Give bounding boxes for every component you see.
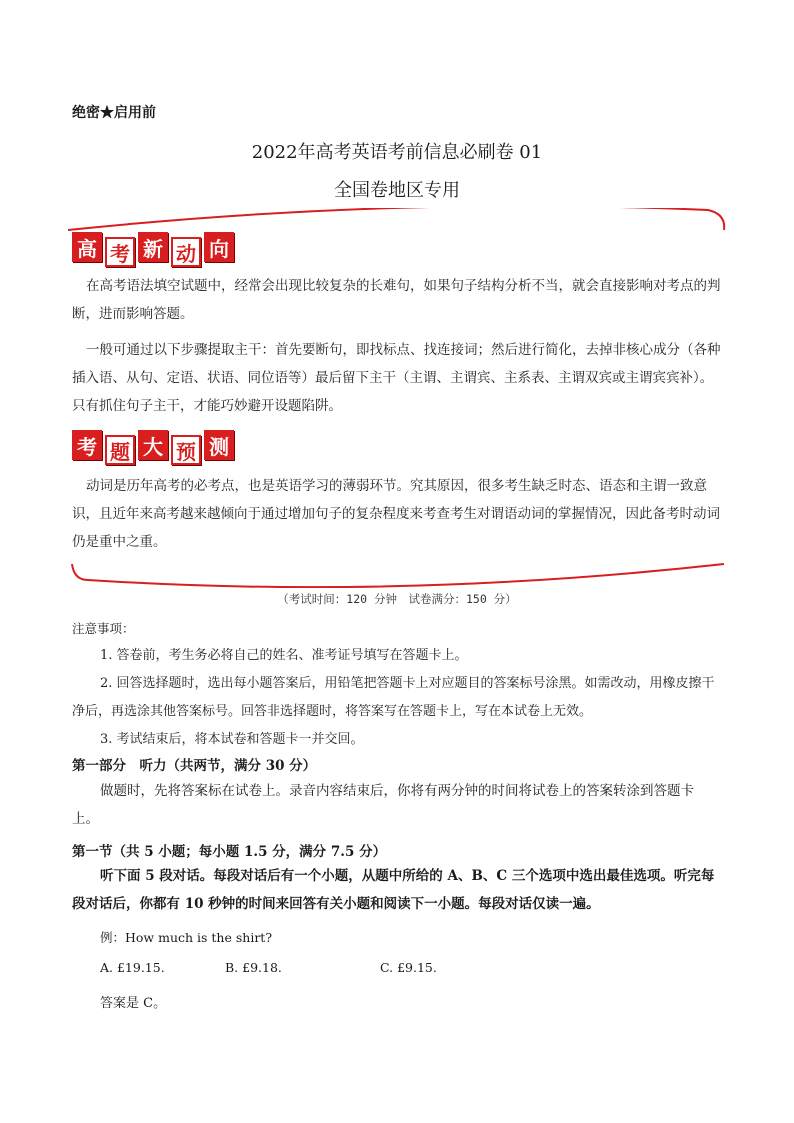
banner-exam-prediction xyxy=(72,430,237,465)
example-question: 例：How much is the shirt? xyxy=(100,930,273,945)
banner-char: 大 xyxy=(138,430,168,460)
banner-char: 考 xyxy=(72,430,102,460)
banner-char: 题 xyxy=(105,435,135,465)
note-item: 3. 考试结束后，将本试卷和答题卡一并交回。 xyxy=(100,732,364,747)
banner-char: 高 xyxy=(72,232,102,262)
exam-info: （考试时间：120 分钟 试卷满分：150 分） xyxy=(277,592,517,606)
confidential-mark: 绝密★启用前 xyxy=(72,105,156,121)
banner-char: 测 xyxy=(204,430,234,460)
example-option-a: A. £19.15. xyxy=(100,960,165,975)
banner-char: 向 xyxy=(204,232,234,262)
prediction-paragraph: 动词是历年高考的必考点，也是英语学习的薄弱环节。究其原因，很多考生缺乏时态、语态和主谓一致意识，且近年来高考越来越倾向于通过增加句子的复杂程度来考查考生对谓语动词的掌握情况，因此备考时动词仍是重中之重。 xyxy=(72,478,720,550)
example-answer: 答案是 C。 xyxy=(100,996,167,1011)
banner-char: 预 xyxy=(171,435,201,465)
banner-char: 考 xyxy=(105,237,135,267)
notes-heading: 注意事项： xyxy=(72,621,135,636)
note-item: 2. 回答选择题时，选出每小题答案后，用铅笔把答题卡上对应题目的答案标号涂黑。如需改动，用橡皮擦干净后，再选涂其他答案标号。回答非选择题时，将答案写在答题卡上，写在本试卷上无效。 xyxy=(72,676,715,719)
page-subtitle: 全国卷地区专用 xyxy=(334,180,460,201)
section1-heading: 第一节（共 5 小题；每小题 1.5 分，满分 7.5 分） xyxy=(72,844,387,860)
trend-paragraph-2: 一般可通过以下步骤提取主干：首先要断句，即找标点、找连接词；然后进行简化，去掉非核心成分（各种插入语、从句、定语、状语、同位语等）最后留下主干（主谓、主谓宾、主系表、主谓双宾或主谓宾宾补）。只有抓住句子主干，才能巧妙避开设题陷阱。 xyxy=(72,342,721,414)
trend-paragraph-1: 在高考语法填空试题中，经常会出现比较复杂的长难句，如果句子结构分析不当，就会直接影响对考点的判断，进而影响答题。 xyxy=(72,278,721,322)
banner-exam-trends xyxy=(72,232,237,267)
example-option-c: C. £9.15. xyxy=(380,960,437,975)
part1-instructions: 做题时，先将答案标在试卷上。录音内容结束后，你将有两分钟的时间将试卷上的答案转涂到答题卡上。 xyxy=(72,783,694,827)
note-item: 1. 答卷前，考生务必将自己的姓名、准考证号填写在答题卡上。 xyxy=(100,648,468,663)
banner-char: 新 xyxy=(138,232,168,262)
banner-char: 动 xyxy=(171,237,201,267)
page-title: 2022年高考英语考前信息必刷卷 01 xyxy=(251,142,543,163)
section1-instructions: 听下面 5 段对话。每段对话后有一个小题，从题中所给的 A、B、C 三个选项中选出最佳选项。听完每段对话后，你都有 10 秒钟的时间来回答有关小题和阅读下一小题。每段对话仅读一遍。 xyxy=(72,868,715,912)
example-option-b: B. £9.18. xyxy=(225,960,282,975)
part1-heading: 第一部分 听力（共两节，满分 30 分） xyxy=(72,758,317,774)
